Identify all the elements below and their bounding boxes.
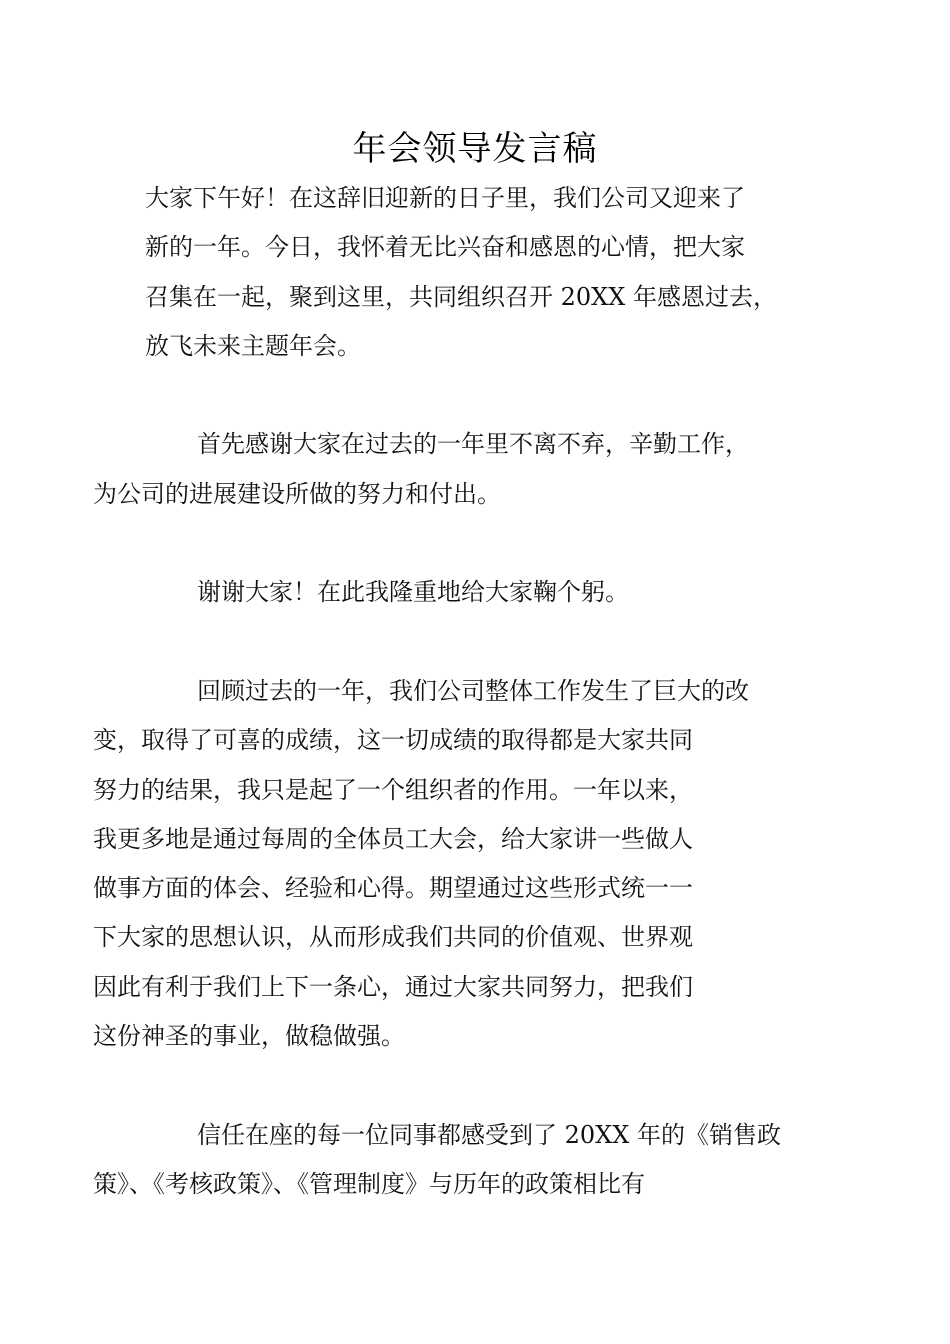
text-line: 谢谢大家！在此我隆重地给大家鞠个躬。 [197, 578, 629, 607]
paragraph-greeting [145, 174, 807, 371]
text-line: 努力的结果，我只是起了一个组织者的作用。一年以来， [93, 775, 693, 804]
document-title: 年会领导发言稿 [352, 129, 598, 169]
text-line: 我更多地是通过每周的全体员工大会，给大家讲一些做人 [93, 824, 693, 853]
text-line: 回顾过去的一年，我们公司整体工作发生了巨大的改 [197, 676, 749, 705]
text-line: 放飞未来主题年会。 [145, 331, 361, 360]
paragraph-review [93, 667, 807, 1061]
text-line: 下大家的思想认识，从而形成我们共同的价值观、世界观 [93, 923, 693, 952]
text-line: 召集在一起，聚到这里，共同组织召开 20XX 年感恩过去， [145, 282, 777, 311]
paragraph-policies [93, 1111, 807, 1210]
text-line: 变，取得了可喜的成绩，这一切成绩的取得都是大家共同 [93, 726, 693, 755]
document-body [93, 174, 807, 1209]
text-line: 首先感谢大家在过去的一年里不离不弃，辛勤工作， [197, 430, 749, 459]
text-line: 这份神圣的事业，做稳做强。 [93, 1022, 405, 1051]
text-line: 策》、《考核政策》、《管理制度》与历年的政策相比有 [93, 1169, 645, 1198]
text-line: 新的一年。今日，我怀着无比兴奋和感恩的心情，把大家 [145, 233, 745, 262]
text-line: 做事方面的体会、经验和心得。期望通过这些形式统一一 [93, 874, 693, 903]
text-line: 信任在座的每一位同事都感受到了 20XX 年的《销售政 [197, 1120, 781, 1149]
text-line: 因此有利于我们上下一条心，通过大家共同努力，把我们 [93, 972, 693, 1001]
text-line: 为公司的进展建设所做的努力和付出。 [93, 479, 501, 508]
text-line: 大家下午好！在这辞旧迎新的日子里，我们公司又迎来了 [145, 184, 745, 212]
paragraph-thanks [93, 420, 807, 519]
paragraph-bow [145, 568, 807, 617]
